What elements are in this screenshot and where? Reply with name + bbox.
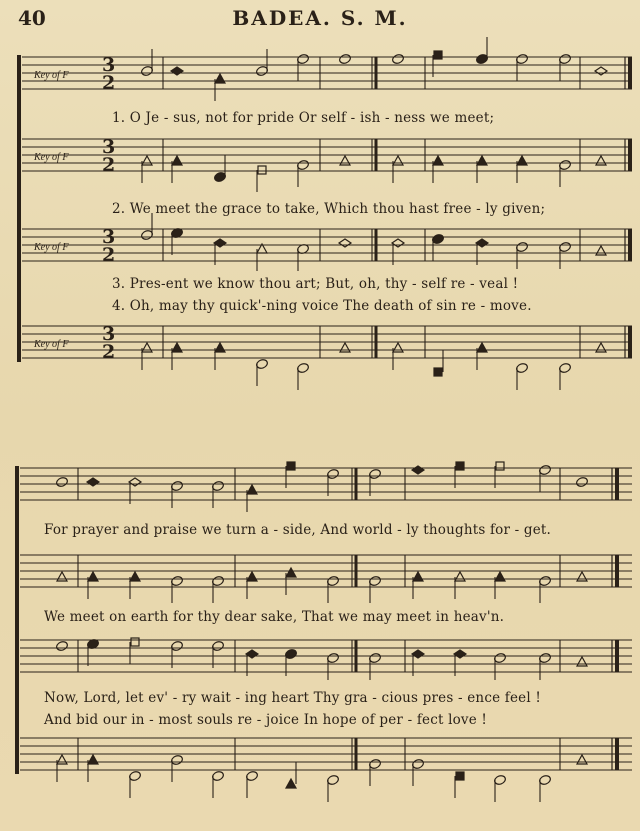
note-head [246, 650, 258, 658]
note-head [434, 368, 442, 376]
note [495, 572, 505, 599]
note [338, 53, 351, 64]
time-sig-bottom: 2 [102, 72, 116, 94]
note [477, 343, 487, 370]
note-head [393, 156, 403, 165]
note-head [454, 650, 466, 658]
note-head [172, 156, 182, 165]
note-head [477, 156, 487, 165]
page-number: 40 [18, 6, 46, 30]
time-sig-top: 3 [102, 323, 116, 345]
note [255, 358, 268, 386]
note-head [455, 572, 465, 581]
note-head [596, 156, 606, 165]
note [211, 770, 224, 798]
note-head [476, 239, 488, 247]
note [393, 156, 403, 183]
note [172, 156, 182, 183]
key-label: Key of F [34, 70, 69, 81]
note-head [596, 246, 606, 255]
note [431, 233, 444, 261]
note [142, 156, 152, 183]
note [142, 343, 152, 370]
note-head [575, 476, 588, 487]
note [130, 638, 139, 664]
note-head [130, 572, 140, 581]
note [171, 67, 183, 75]
note [455, 772, 464, 798]
note-head [258, 166, 266, 174]
note [257, 166, 266, 192]
time-sig-top: 3 [102, 136, 116, 158]
note [86, 638, 99, 666]
lyric-verse-2: 2. We meet the grace to take, Which thou hast free - ly given; [112, 201, 546, 217]
note [340, 156, 350, 165]
note-head [142, 343, 152, 352]
note-head [477, 343, 487, 352]
note [170, 227, 183, 255]
note [455, 572, 465, 599]
note-head [55, 640, 68, 651]
note [412, 466, 424, 474]
note-head [171, 67, 183, 75]
note [596, 246, 606, 255]
note [247, 572, 257, 599]
note-head [596, 343, 606, 352]
note-head [57, 572, 67, 581]
note-head [340, 156, 350, 165]
note [575, 476, 588, 487]
note-head [55, 476, 68, 487]
note [88, 572, 98, 599]
note-head [577, 657, 587, 666]
lyric-verse-4-cont: And bid our in - most souls re - joice In hope of per - fect love ! [44, 712, 488, 728]
note-head [412, 650, 424, 658]
note [57, 572, 67, 581]
note-head [286, 779, 296, 788]
note [339, 239, 351, 247]
note-head [393, 343, 403, 352]
note [326, 774, 339, 802]
note [57, 755, 67, 782]
note [558, 362, 571, 390]
note-head [391, 53, 404, 64]
note [213, 155, 226, 183]
note-head [338, 53, 351, 64]
note [215, 343, 225, 370]
note-head [412, 466, 424, 474]
note [296, 362, 309, 390]
note [391, 53, 404, 64]
note-head [142, 156, 152, 165]
note [215, 74, 225, 101]
note [515, 362, 528, 390]
note-head [340, 343, 350, 352]
note-head [247, 572, 257, 581]
note [172, 343, 182, 370]
note [577, 572, 587, 581]
note-head [88, 572, 98, 581]
note-head [214, 239, 226, 247]
note-head [286, 568, 296, 577]
note-head [287, 462, 295, 470]
note [475, 37, 488, 65]
note [55, 640, 68, 651]
note [257, 244, 267, 271]
note [296, 243, 309, 271]
note [433, 156, 443, 183]
note [577, 657, 587, 666]
note [595, 67, 607, 75]
note [434, 350, 443, 376]
time-sig-bottom: 2 [102, 341, 116, 363]
note [577, 755, 587, 764]
time-sig-top: 3 [102, 226, 116, 248]
note [128, 770, 141, 798]
note [517, 156, 527, 183]
note-head [57, 755, 67, 764]
note-head [517, 156, 527, 165]
note [87, 478, 99, 486]
lyric-verse-1-cont: For prayer and praise we turn a - side, And world - ly thoughts for - get. [44, 522, 552, 538]
note [286, 568, 296, 595]
note [130, 572, 140, 599]
note-head [87, 478, 99, 486]
time-sig-bottom: 2 [102, 244, 116, 266]
note-head [577, 572, 587, 581]
note [88, 755, 98, 782]
note [286, 762, 296, 788]
note-head [595, 67, 607, 75]
lyric-verse-2-cont: We meet on earth for thy dear sake, That we may meet in heav'n. [44, 609, 505, 625]
time-sig-bottom: 2 [102, 154, 116, 176]
note-head [434, 51, 442, 59]
lyric-verse-3: 3. Pres-ent we know thou art; But, oh, thy - self re - veal ! [112, 276, 519, 292]
note-head [392, 239, 404, 247]
note [493, 774, 506, 802]
lyric-verse-4: 4. Oh, may thy quick'-ning voice The death of sin re - move. [112, 298, 532, 314]
key-label: Key of F [34, 152, 69, 163]
note-head [413, 572, 423, 581]
lyric-verse-3-cont: Now, Lord, let ev' - ry wait - ing heart Thy gra - cious pres - ence feel ! [44, 690, 541, 706]
note [538, 774, 551, 802]
hymn-title: BADEA. S. M. [232, 6, 408, 30]
note-head [339, 239, 351, 247]
note [596, 156, 606, 165]
note-head [495, 572, 505, 581]
note-head [577, 755, 587, 764]
key-label: Key of F [34, 242, 69, 253]
note [245, 770, 258, 798]
note [413, 572, 423, 599]
note-head [88, 755, 98, 764]
time-sig-top: 3 [102, 54, 116, 76]
note-head [456, 462, 464, 470]
note [596, 343, 606, 352]
note-head [433, 156, 443, 165]
lyric-verse-1: 1. O Je - sus, not for pride Or self - ish - ness we meet; [112, 110, 495, 126]
note [477, 156, 487, 183]
note-head [172, 343, 182, 352]
note [340, 343, 350, 352]
note [170, 754, 183, 782]
note-head [247, 485, 257, 494]
note-head [131, 638, 139, 646]
note-head [215, 343, 225, 352]
note-head [215, 74, 225, 83]
note-head [496, 462, 504, 470]
note [393, 343, 403, 370]
key-label: Key of F [34, 339, 69, 350]
note [55, 476, 68, 487]
note [247, 485, 257, 512]
note-head [129, 478, 141, 486]
note-head [456, 772, 464, 780]
